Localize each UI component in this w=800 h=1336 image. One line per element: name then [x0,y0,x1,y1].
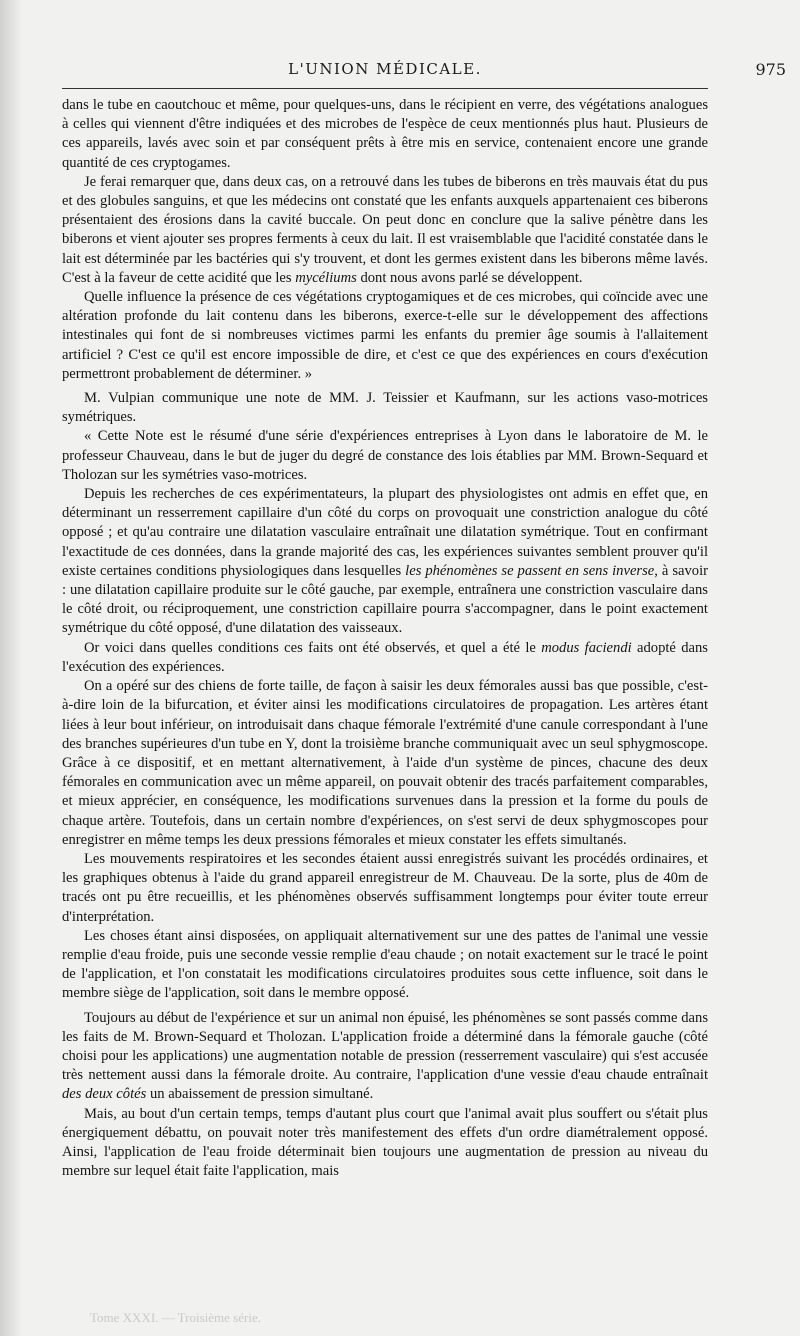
running-title: L'UNION MÉDICALE. [288,60,482,78]
paragraph-7: Or voici dans quelles conditions ces faits ont été observés, et quel a été le modus faciendi adopté dans l'exécution des expériences. [62,639,708,675]
paragraph-3: Quelle influence la présence de ces végétations cryptogamiques et de ces microbes, qui coïncide avec une altération profonde du lait contenu dans les biberons, exerce-t-elle sur le développement des affections intestinales qui font de si nombreuses victimes parmi les enfants du premier âge soumis à l'allaitement artificiel ? C'est ce qu'il est encore impossible de dire, et c'est ce que des expériences en cours d'exécution permettront probablement de déterminer. » [62,289,708,382]
page-header [62,56,786,86]
paragraph-12: Mais, au bout d'un certain temps, temps d'autant plus court que l'animal avait plus souffert ou s'était plus énergiquement débattu, on pouvait noter très manifestement des effets d'un ordre diamétralement opposé. Ainsi, l'application de l'eau froide déterminait bien toujours une augmentation de pression au niveau du membre sur lequel était faite l'application, mais [62,1105,708,1180]
paragraph-10: Les choses étant ainsi disposées, on appliquait alternativement sur une des pattes de l'animal une vessie remplie d'eau froide, puis une seconde vessie remplie d'eau chaude ; on notait exactement sur le tracé le point de l'application, et l'on constatait les modifications circulatoires produites sous cette influence, soit dans le membre siège de l'application, soit dans le membre opposé. [62,927,708,1002]
footer-bleed-text: Tome XXXI. — Troisième série. [90,1310,261,1325]
article-body [62,96,708,1181]
paragraph-9: Les mouvements respiratoires et les secondes étaient aussi enregistrés suivant les procédés ordinaires, et les graphiques obtenus à l'aide du grand appareil enregistreur de M. Chauveau. De la sorte, plus de 40m de tracés ont pu être recueillis, et les phénomènes observés suffisamment longtemps pour éviter toute erreur d'interprétation. [62,850,708,925]
page-binding-shadow [0,0,22,1336]
page-number: 975 [755,60,786,79]
header-rule [62,88,708,89]
paragraph-1: dans le tube en caoutchouc et même, pour quelques-uns, dans le récipient en verre, des végétations analogues à celles qui viennent d'être indiquées et des microbes de l'espèce de ceux mentionnés plus haut. Plusieurs de ces appareils, lavés avec soin et par conséquent prêts à être mis en service, contenaient encore une grande quantité de ces cryptogames. [62,97,708,171]
paragraph-6: Depuis les recherches de ces expérimentateurs, la plupart des physiologistes ont admis en effet que, en déterminant un resserrement capillaire d'un côté du corps on provoquait une constriction analogue du côté opposé ; et qu'au contraire une dilatation vasculaire entraînait une dilatation symétrique. Tout en confirmant l'exactitude de ces données, dans la grande majorité des cas, les expériences suivantes semblent prouver qu'il existe certaines conditions physiologiques dans lesquelles les phénomènes se passent en sens inverse, à savoir : une dilatation capillaire produite sur le côté gauche, par exemple, entraînera une constriction vasculaire dans le côté droit, ou réciproquement, une constriction capillaire pourra s'accompagner, dans le point exactement symétrique du côté opposé, d'une dilatation des vaisseaux. [62,486,708,637]
paragraph-11: Toujours au début de l'expérience et sur un animal non épuisé, les phénomènes se sont passés comme dans les faits de M. Brown-Sequard et Tholozan. L'application froide a déterminé dans la fémorale gauche (côté choisi pour les applications) une augmentation notable de pression (resserrement vasculaire) qui s'est accusée très nettement aussi dans la fémorale droite. Au contraire, l'application d'une vessie d'eau chaude entraînait des deux côtés un abaissement de pression simultané. [62,1009,708,1103]
paragraph-4: M. Vulpian communique une note de MM. J. Teissier et Kaufmann, sur les actions vaso-motrices symétriques. [62,390,708,426]
paragraph-8: On a opéré sur des chiens de forte taille, de façon à saisir les deux fémorales aussi bas que possible, c'est-à-dire loin de la bifurcation, et éviter ainsi les modifications circulatoires de propagation. Les artères étant liées à leur bout inférieur, on introduisait dans chaque fémorale l'extrémité d'une canule correspondant à l'une des branches supérieures d'un tube en Y, dont la troisième branche communiquait avec un seul sphygmoscope. Grâce à ce dispositif, et en mettant alternativement, à l'aide d'un système de pinces, chacune des deux fémorales en communication avec un même appareil, on pouvait obtenir des tracés parfaitement comparables, et mieux apprécier, en conséquence, les modifications survenues dans la pression et la forme du pouls de chaque artère. Toutefois, dans un certain nombre d'expériences, on s'est servi de deux sphygmoscopes pour enregistrer en même temps les deux pressions fémorales et mieux constater les effets simultanés. [62,678,708,848]
paragraph-2: Je ferai remarquer que, dans deux cas, on a retrouvé dans les tubes de biberons en très mauvais état du pus et des globules sanguins, et que les médecins ont constaté que les enfants auxquels appartenaient ces biberons présentaient des érosions dans la cavité buccale. On peut donc en conclure que la salive pénètre dans les biberons et vient ajouter ses propres ferments à ceux du lait. Il est vraisemblable que l'acidité constatée dans le lait est déterminée par les bactéries qui s'y trouvent, et dont les germes existent dans les biberons même lavés. C'est à la faveur de cette acidité que les mycéliums dont nous avons parlé se développent. [62,173,708,286]
paragraph-5: « Cette Note est le résumé d'une série d'expériences entreprises à Lyon dans le laboratoire de M. le professeur Chauveau, dans le but de juger du degré de constance des lois établies par MM. Brown-Sequard et Tholozan sur les symétries vaso-motrices. [62,428,708,483]
